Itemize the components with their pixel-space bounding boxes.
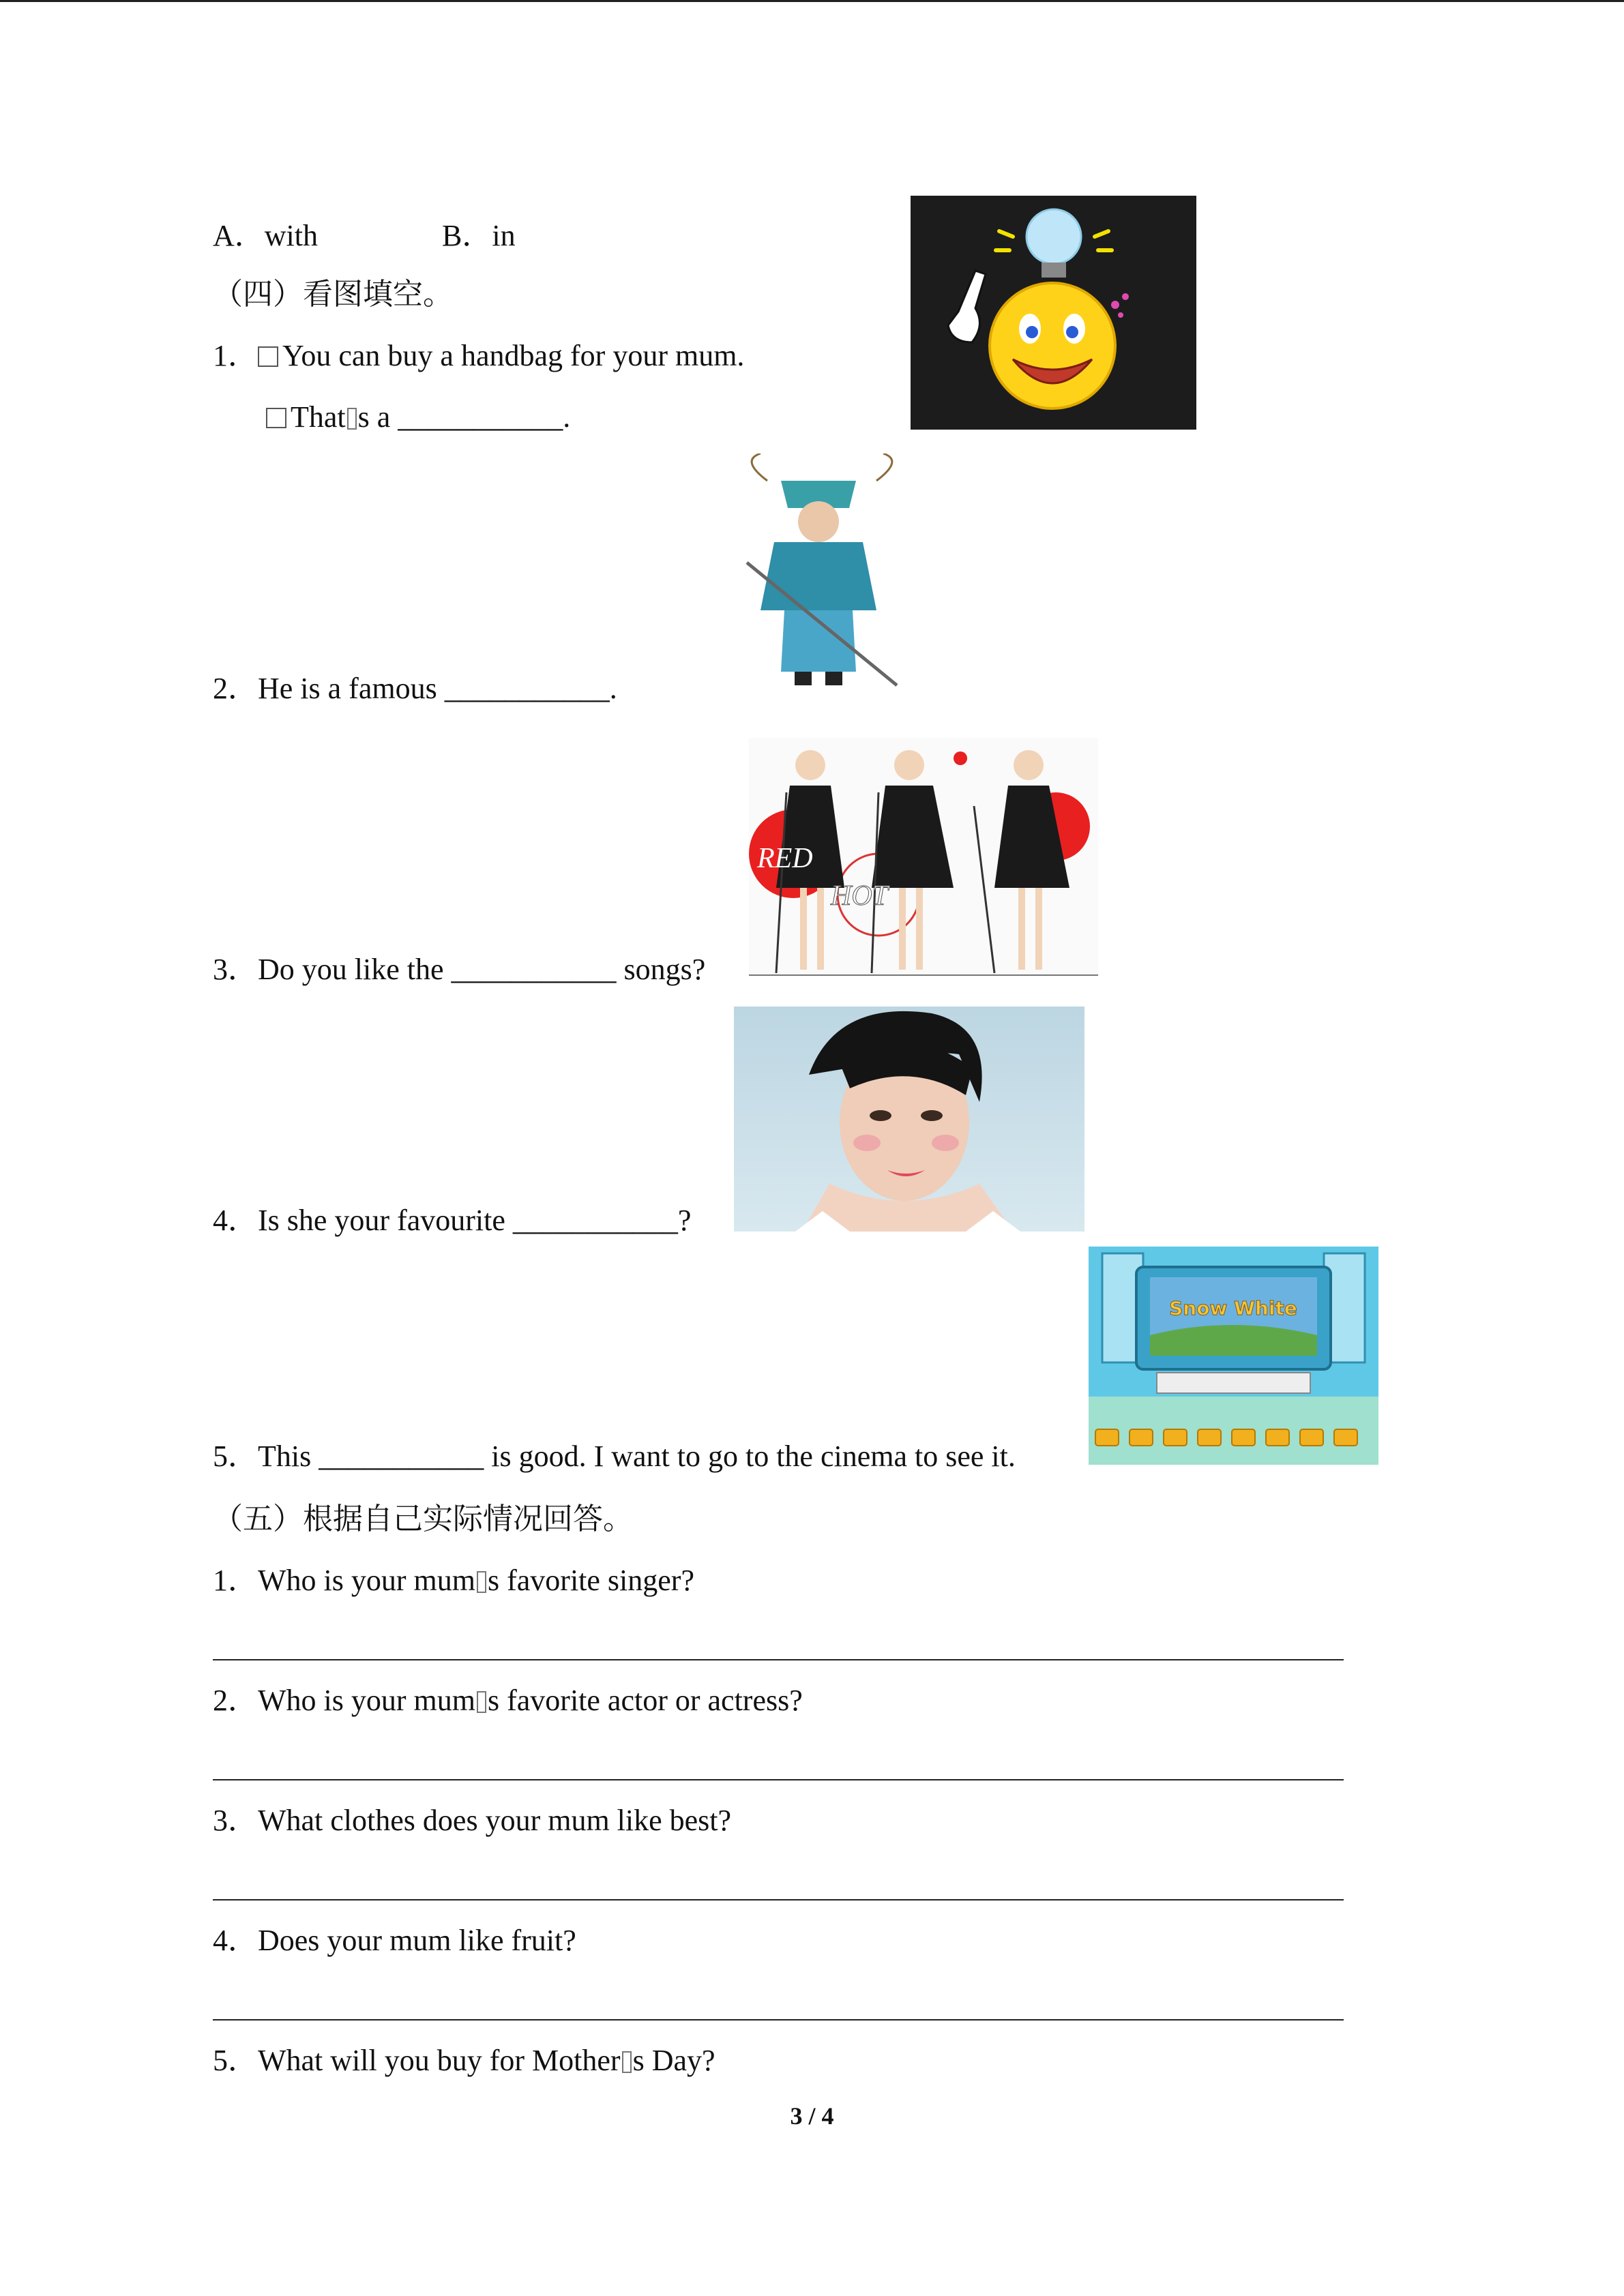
s5-q5: 5．What will you buy for Mother s Day?	[213, 2044, 715, 2077]
hot-label: HOT	[831, 880, 889, 912]
option-a: A．with	[213, 219, 318, 252]
placeholder-box-icon	[266, 408, 286, 428]
s5-q3: 3．What clothes does your mum like best?	[213, 1804, 732, 1837]
s5-q1: 1．Who is your mum s favorite singer?	[213, 1564, 694, 1597]
page-top-border	[0, 0, 1624, 2]
answer-line-4[interactable]	[213, 2019, 1344, 2021]
s4-q1-line2: That s a ___________.	[266, 398, 570, 436]
actress-photo	[734, 1007, 1084, 1232]
answer-line-2[interactable]	[213, 1779, 1344, 1780]
lightbulb-smiley-icon	[911, 196, 1196, 430]
section-5-title: （五）根据自己实际情况回答。	[213, 1502, 633, 1536]
section-4-title: （四）看图填空。	[213, 277, 453, 312]
apostrophe-glyph	[622, 2051, 632, 2073]
s4-q4: 4．Is she your favourite ___________?	[213, 1204, 692, 1237]
singer-photo	[749, 738, 1098, 976]
s4-q1-number: 1．	[213, 339, 258, 372]
peking-opera-figure	[720, 453, 917, 692]
answer-line-1[interactable]	[213, 1659, 1344, 1660]
s4-q1-text: You can buy a handbag for your mum.	[282, 339, 745, 372]
apostrophe-glyph	[477, 1691, 486, 1713]
s5-q2: 2．Who is your mum s favorite actor or actress?	[213, 1684, 803, 1717]
s4-q2: 2．He is a famous ___________.	[213, 672, 617, 705]
cinema-illustration	[1089, 1247, 1378, 1465]
cinema-screen-text: Snow White	[1169, 1297, 1297, 1320]
apostrophe-glyph	[347, 408, 357, 430]
red-label: RED	[757, 843, 813, 874]
page-number: 3 / 4	[790, 2102, 834, 2130]
apostrophe-glyph	[477, 1571, 486, 1593]
answer-line-3[interactable]	[213, 1899, 1344, 1900]
s5-q4: 4．Does your mum like fruit?	[213, 1924, 576, 1957]
option-b: B．in	[442, 219, 516, 252]
s4-q1-line1	[213, 337, 744, 375]
s4-q5: 5．This ___________ is good. I want to go to the cinema to see it.	[213, 1440, 1016, 1473]
placeholder-box-icon	[258, 346, 278, 367]
s4-q3: 3．Do you like the ___________ songs?	[213, 953, 706, 986]
